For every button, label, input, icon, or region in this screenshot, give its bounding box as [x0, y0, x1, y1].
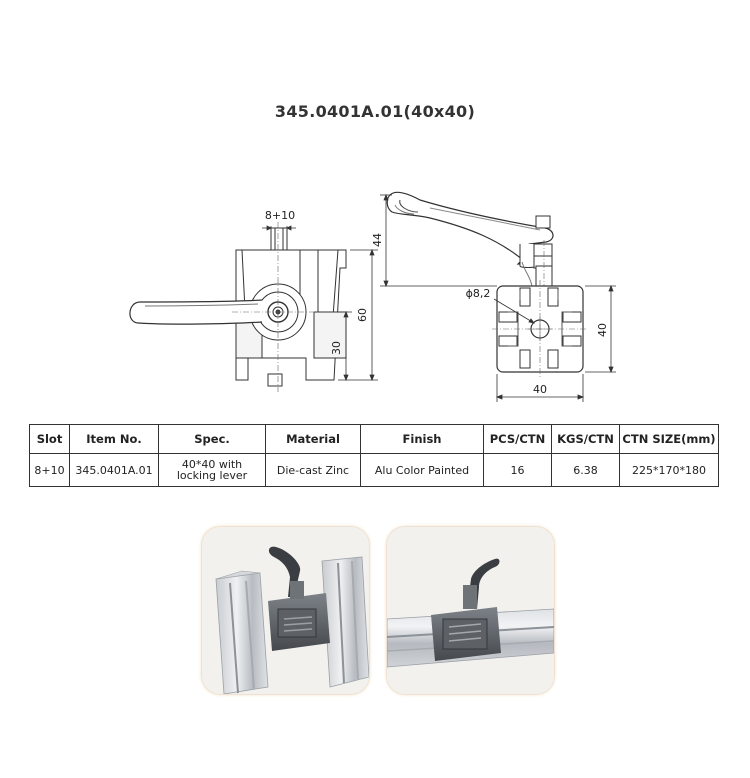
header-finish: Finish — [361, 425, 484, 454]
side-view — [387, 192, 588, 378]
header-item-no: Item No. — [70, 425, 159, 454]
header-spec: Spec. — [159, 425, 266, 454]
cell-material: Die-cast Zinc — [266, 454, 361, 487]
dim-slot-label: 8+10 — [264, 209, 296, 222]
cell-finish: Alu Color Painted — [361, 454, 484, 487]
cell-ctn-size: 225*170*180 — [620, 454, 719, 487]
dim-bore-label: ϕ8,2 — [465, 287, 491, 300]
cell-slot: 8+10 — [30, 454, 70, 487]
cell-item-no: 345.0401A.01 — [70, 454, 159, 487]
front-view — [130, 222, 350, 392]
table-row — [30, 454, 719, 487]
connector-two-profiles-photo — [202, 527, 369, 694]
dim-plate-width-label: 40 — [533, 383, 547, 396]
spec-table — [29, 424, 719, 487]
table-header-row — [30, 425, 719, 454]
cell-spec: 40*40 with locking lever — [159, 454, 266, 487]
cell-pcs-ctn: 16 — [484, 454, 552, 487]
cell-kgs-ctn: 6.38 — [552, 454, 620, 487]
header-pcs-ctn: PCS/CTN — [484, 425, 552, 454]
header-material: Material — [266, 425, 361, 454]
header-kgs-ctn: KGS/CTN — [552, 425, 620, 454]
dim-plate-height-label: 40 — [596, 323, 609, 337]
header-ctn-size: CTN SIZE(mm) — [620, 425, 719, 454]
dim-lever-height-label: 44 — [371, 233, 384, 247]
connector-single-profile-photo — [387, 527, 554, 694]
dim-height-total-label: 60 — [356, 308, 369, 322]
page-title: 345.0401A.01(40x40) — [274, 102, 476, 121]
header-slot: Slot — [30, 425, 70, 454]
dim-height-lower-label: 30 — [330, 341, 343, 355]
